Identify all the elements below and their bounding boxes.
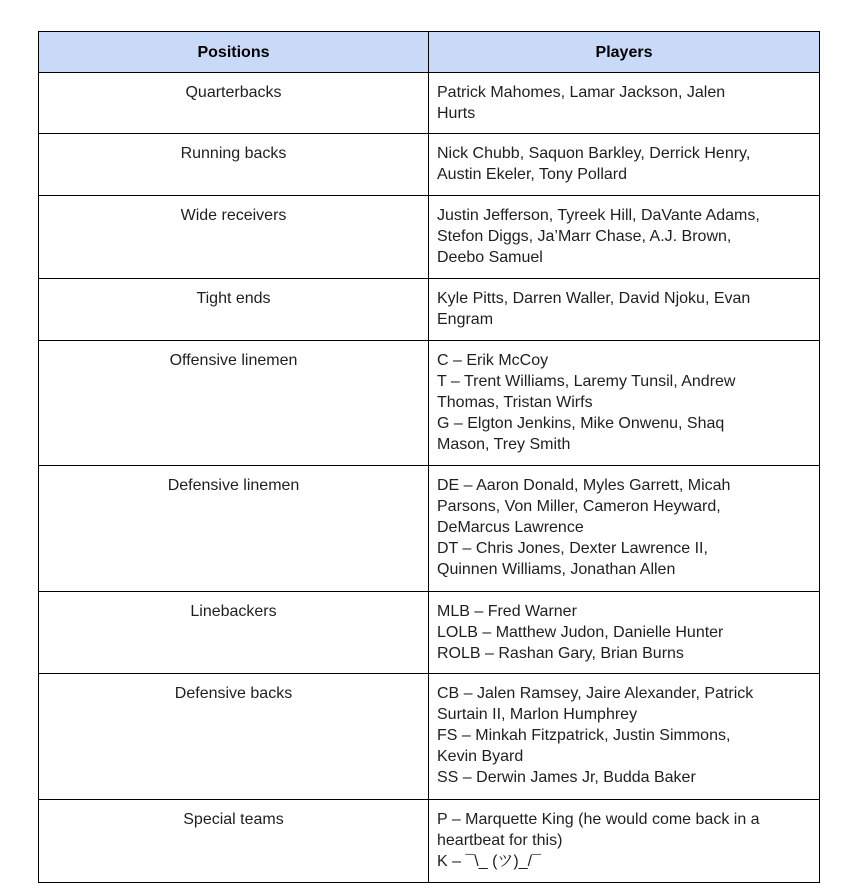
players-line: DT – Chris Jones, Dexter Lawrence II, [437, 540, 708, 557]
header-row [39, 32, 820, 73]
players-cell [429, 592, 820, 674]
players-cell [429, 674, 820, 800]
header-players: Players [429, 32, 820, 73]
players-line: Engram [437, 311, 494, 328]
players-line: heartbeat for this) [437, 832, 563, 849]
players-line: CB – Jalen Ramsey, Jaire Alexander, Patrick [437, 685, 754, 702]
players-line: Surtain II, Marlon Humphrey [437, 706, 638, 723]
players-line: Deebo Samuel [437, 249, 543, 266]
players-line: Nick Chubb, Saquon Barkley, Derrick Henry, [437, 145, 751, 162]
players-cell [429, 279, 820, 341]
players-line: MLB – Fred Warner [437, 603, 577, 620]
position-cell: Special teams [39, 800, 429, 883]
players-cell [429, 196, 820, 279]
table-row [39, 279, 820, 341]
players-line: LOLB – Matthew Judon, Danielle Hunter [437, 624, 724, 641]
table-body [39, 73, 820, 883]
players-line: T – Trent Williams, Laremy Tunsil, Andrew [437, 373, 736, 390]
table-row [39, 73, 820, 134]
position-cell: Running backs [39, 134, 429, 196]
players-line: Kyle Pitts, Darren Waller, David Njoku, Evan [437, 290, 751, 307]
position-cell: Offensive linemen [39, 341, 429, 466]
players-line: Parsons, Von Miller, Cameron Heyward, [437, 498, 721, 515]
players-line: K – ¯\_ (ツ)_/¯ [437, 853, 541, 870]
players-line: DeMarcus Lawrence [437, 519, 584, 536]
table-row [39, 196, 820, 279]
position-cell: Linebackers [39, 592, 429, 674]
players-cell [429, 134, 820, 196]
players-line: P – Marquette King (he would come back in a [437, 811, 760, 828]
players-line: Hurts [437, 105, 476, 122]
players-line: Stefon Diggs, Ja’Marr Chase, A.J. Brown, [437, 228, 732, 245]
players-line: Mason, Trey Smith [437, 436, 571, 453]
players-line: Quinnen Williams, Jonathan Allen [437, 561, 676, 578]
players-line: ROLB – Rashan Gary, Brian Burns [437, 645, 684, 662]
table-row [39, 674, 820, 800]
table-row [39, 134, 820, 196]
table-row [39, 341, 820, 466]
players-cell [429, 341, 820, 466]
players-line: Kevin Byard [437, 748, 524, 765]
table-row [39, 466, 820, 592]
players-line: G – Elgton Jenkins, Mike Onwenu, Shaq [437, 415, 725, 432]
players-line: C – Erik McCoy [437, 352, 549, 369]
players-cell [429, 73, 820, 134]
table-row [39, 800, 820, 883]
players-cell [429, 800, 820, 883]
players-line: Justin Jefferson, Tyreek Hill, DaVante Adams, [437, 207, 760, 224]
position-cell: Defensive backs [39, 674, 429, 800]
position-cell: Wide receivers [39, 196, 429, 279]
positions-players-table [38, 31, 820, 883]
players-line: DE – Aaron Donald, Myles Garrett, Micah [437, 477, 731, 494]
players-line: Patrick Mahomes, Lamar Jackson, Jalen [437, 84, 726, 101]
players-line: SS – Derwin James Jr, Budda Baker [437, 769, 696, 786]
position-cell: Defensive linemen [39, 466, 429, 592]
players-line: FS – Minkah Fitzpatrick, Justin Simmons, [437, 727, 731, 744]
players-line: Austin Ekeler, Tony Pollard [437, 166, 628, 183]
header-positions: Positions [39, 32, 429, 73]
position-cell: Quarterbacks [39, 73, 429, 134]
players-line: Thomas, Tristan Wirfs [437, 394, 593, 411]
players-cell [429, 466, 820, 592]
position-cell: Tight ends [39, 279, 429, 341]
table-row [39, 592, 820, 674]
